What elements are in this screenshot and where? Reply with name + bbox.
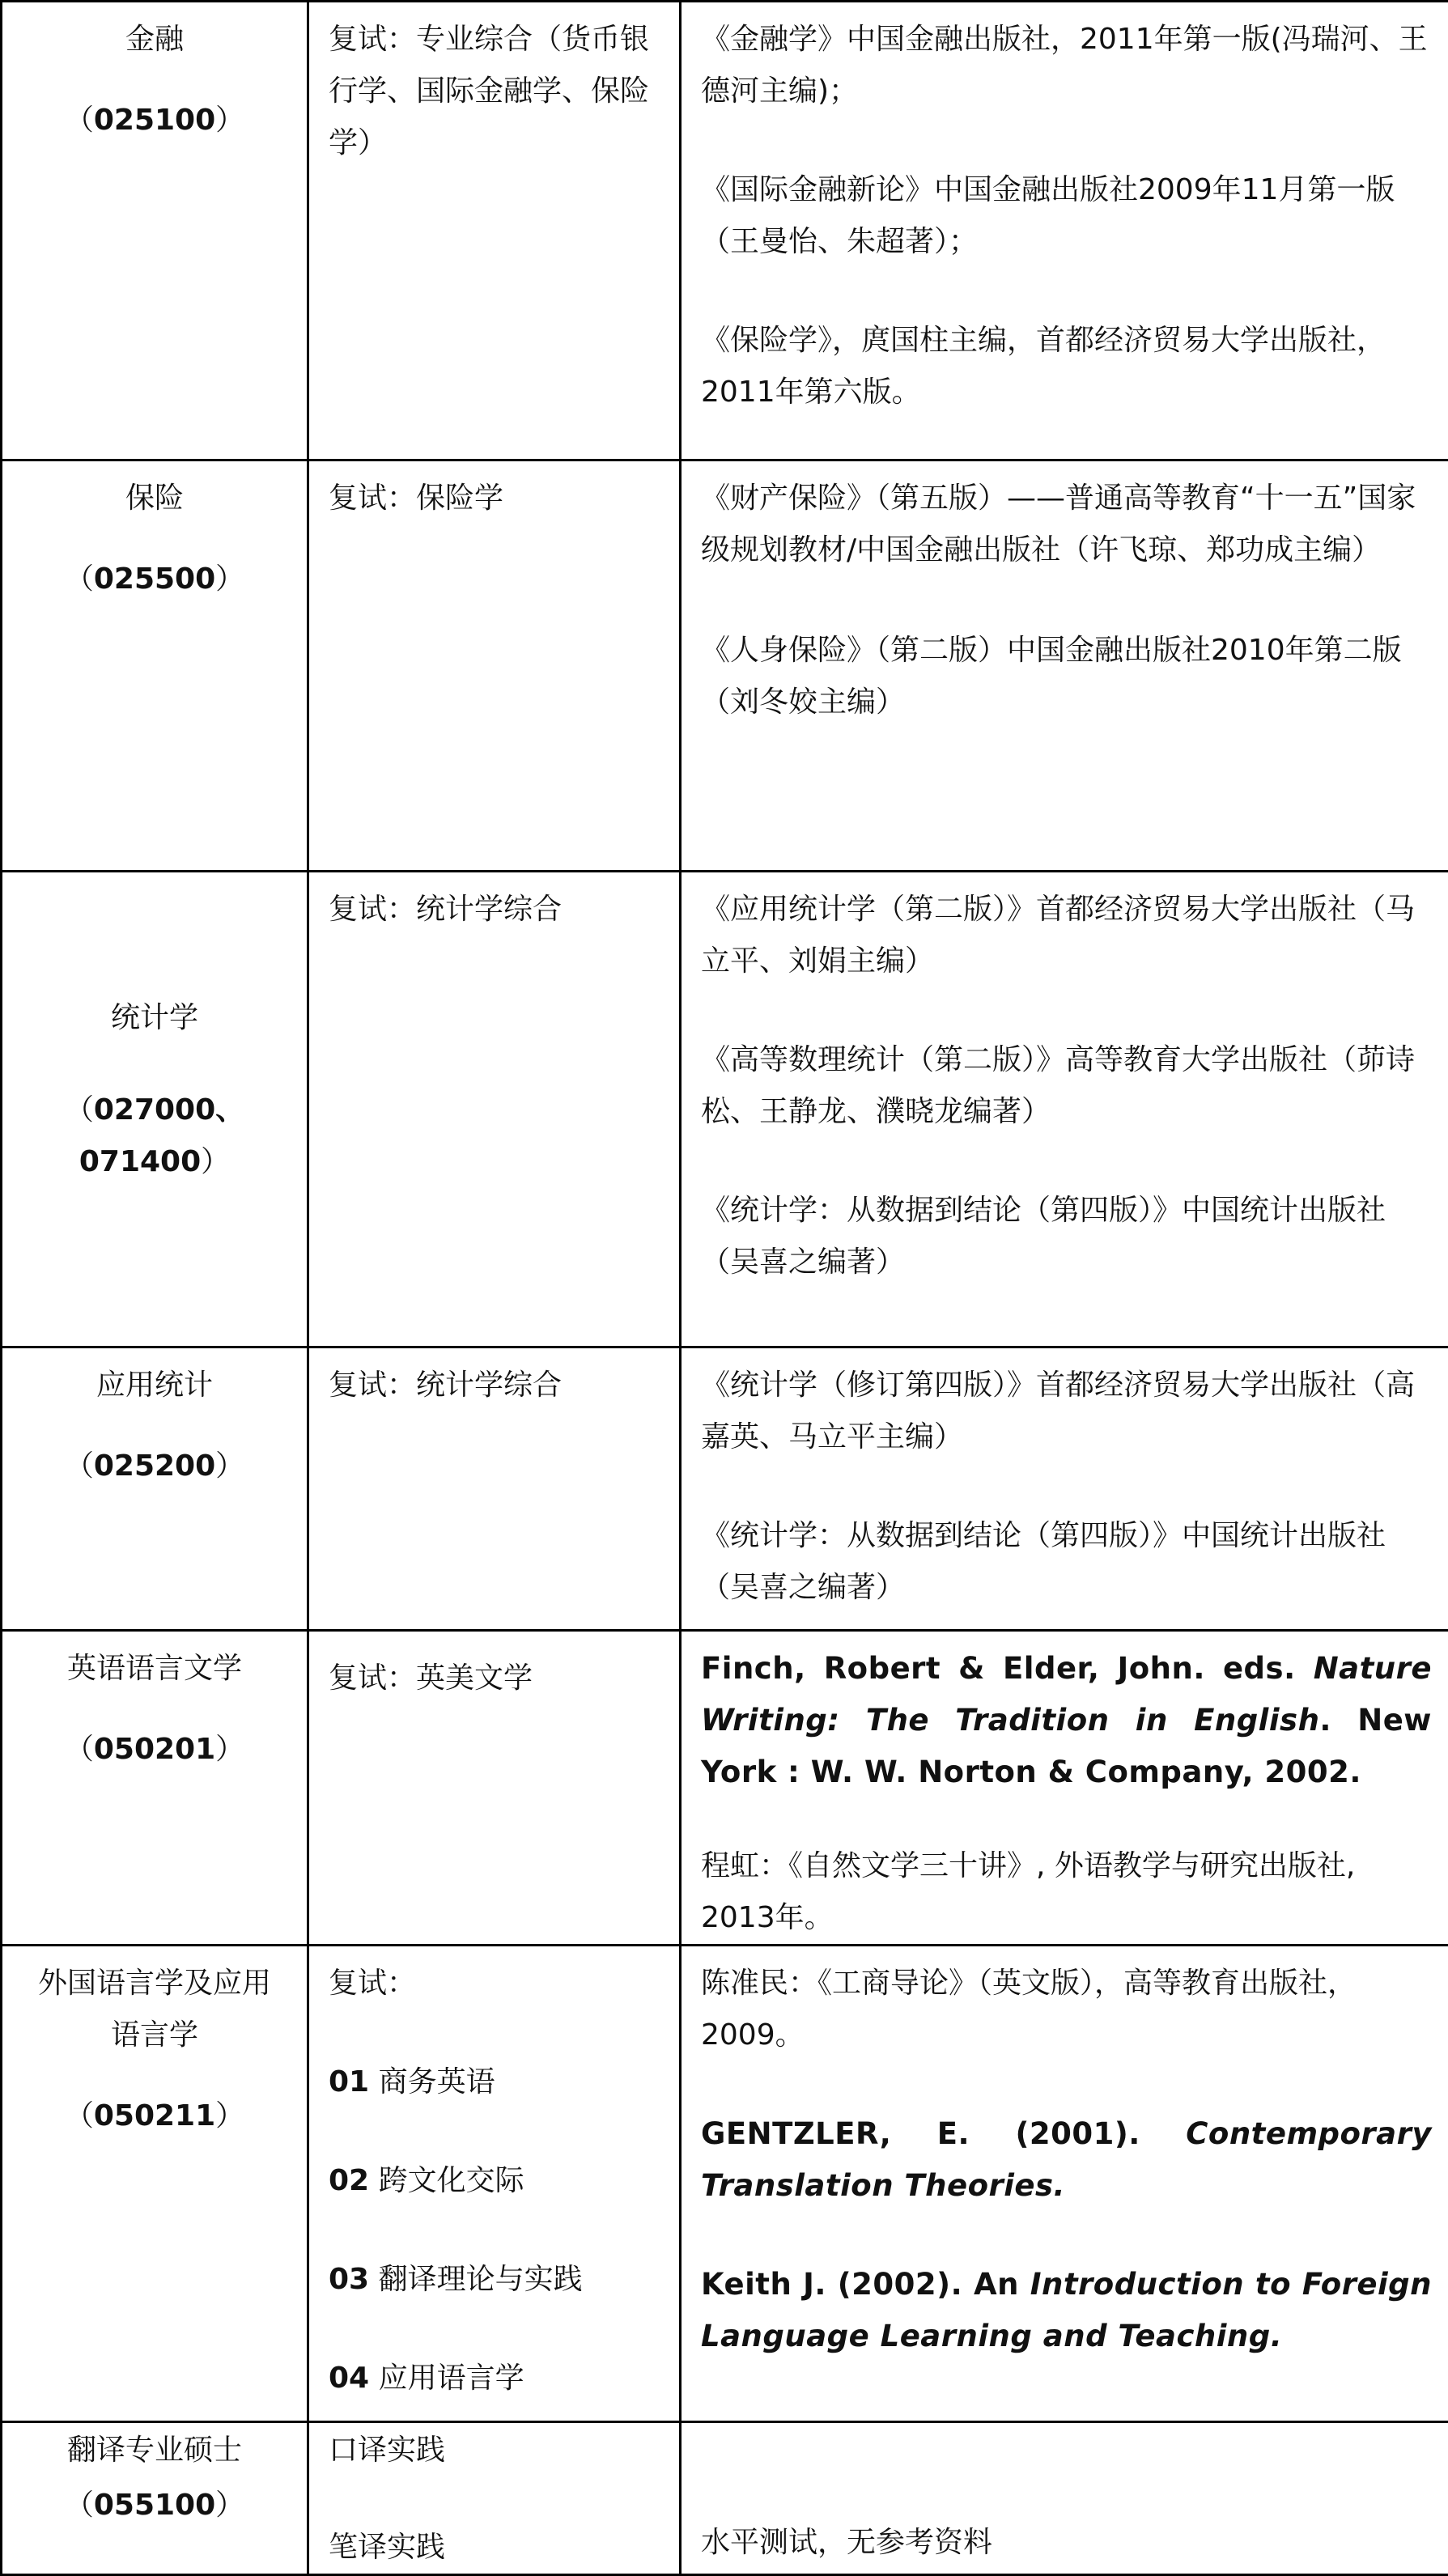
table-row (2, 460, 1448, 872)
reference-item: 《应用统计学（第二版）》首都经济贸易大学出版社（马立平、刘娟主编） (701, 884, 1432, 987)
table-row (2, 2422, 1448, 2575)
reference-item: 《统计学：从数据到结论（第四版）》中国统计出版社（吴喜之编著） (701, 1185, 1432, 1288)
major-cell (2, 1347, 308, 1631)
reference-cell (681, 2422, 1448, 2575)
table-row (2, 1347, 1448, 1631)
major-name: 英语语言文学 (2, 1632, 307, 1695)
major-cell (2, 460, 308, 872)
exam-subject-cell (308, 1347, 681, 1631)
exam-subject-item: 03 翻译理论与实践 (329, 2254, 661, 2306)
major-cell (2, 872, 308, 1347)
reference-item: 《统计学（修订第四版）》首都经济贸易大学出版社（高嘉英、马立平主编） (701, 1360, 1432, 1463)
major-cell (2, 1946, 308, 2422)
reference-cell (681, 460, 1448, 872)
reference-item: GENTZLER, E. (2001). Contemporary Translation Theories. (701, 2108, 1432, 2212)
reference-item: 《保险学》，庹国柱主编，首都经济贸易大学出版社，2011年第六版。 (701, 315, 1432, 418)
exam-subject-cell (308, 872, 681, 1347)
major-code: （025200） (2, 1441, 307, 1492)
exam-subject-cell (308, 2422, 681, 2575)
reference-item: Keith J. (2002). An Introduction to Foreign Language Learning and Teaching. (701, 2259, 1432, 2362)
major-code: （050211） (2, 2090, 307, 2142)
table-row (2, 1631, 1448, 1946)
major-name: 保险 (2, 461, 307, 524)
table-row (2, 2, 1448, 460)
exam-subject-item: 01 商务英语 (329, 2056, 661, 2108)
exam-subject: 复试：英美文学 (329, 1643, 661, 1704)
exam-subject: 复试： (329, 1958, 661, 2009)
reference-cell (681, 2, 1448, 460)
reference-item: 水平测试，无参考资料 (701, 2517, 1432, 2574)
exam-subject: 复试：统计学综合 (329, 884, 661, 936)
reference-item: 《高等数理统计（第二版）》高等教育大学出版社（茆诗松、王静龙、濮晓龙编著） (701, 1034, 1432, 1138)
major-code: 071400） (2, 1136, 307, 1188)
major-name: 应用统计 (2, 1348, 307, 1411)
reference-cell (681, 1631, 1448, 1946)
table-row (2, 872, 1448, 1347)
major-cell (2, 2, 308, 460)
exam-subject-item: 02 跨文化交际 (329, 2155, 661, 2207)
exam-subject: 复试：保险学 (329, 473, 661, 524)
major-name: 统计学 (2, 992, 307, 1044)
major-code: （025100） (2, 95, 307, 146)
exam-subject: 口译实践 (329, 2425, 661, 2476)
reference-item: 《人身保险》（第二版）中国金融出版社2010年第二版（刘冬姣主编） (701, 625, 1432, 728)
reference-cell (681, 1347, 1448, 1631)
reference-item: 《财产保险》（第五版）——普通高等教育“十一五”国家级规划教材/中国金融出版社（许飞琼、郑功成主编） (701, 473, 1432, 576)
major-name: 外国语言学及应用语言学 (2, 1946, 307, 2061)
exam-subject-cell (308, 1946, 681, 2422)
exam-subject: 复试：统计学综合 (329, 1360, 661, 1411)
reference-cell (681, 872, 1448, 1347)
table-row (2, 1946, 1448, 2422)
reference-cell (681, 1946, 1448, 2422)
major-code: （025500） (2, 554, 307, 605)
major-cell (2, 1631, 308, 1946)
major-name: 翻译专业硕士 (2, 2423, 307, 2476)
reference-item: 《金融学》中国金融出版社，2011年第一版(冯瑞河、王德河主编)； (701, 14, 1432, 117)
exam-subject-cell (308, 1631, 681, 1946)
major-name: 金融 (2, 2, 307, 66)
reference-item: 《统计学：从数据到结论（第四版）》中国统计出版社（吴喜之编著） (701, 1510, 1432, 1614)
exam-subject-item: 04 应用语言学 (329, 2353, 661, 2404)
reference-item: Finch, Robert & Elder, John. eds. Nature Writing: The Tradition in English. New York : W. W. Norton & Company, 2002. (701, 1643, 1432, 1798)
major-cell (2, 2422, 308, 2575)
major-code: （055100） (2, 2480, 307, 2531)
exam-subject: 笔译实践 (329, 2522, 661, 2574)
major-code: （050201） (2, 1724, 307, 1776)
exam-subject-cell (308, 2, 681, 460)
reference-item: 《国际金融新论》中国金融出版社2009年11月第一版（王曼怡、朱超著）； (701, 164, 1432, 268)
exam-subject: 复试：专业综合（货币银行学、国际金融学、保险学） (329, 14, 661, 169)
exam-subject-cell (308, 460, 681, 872)
reference-item: 程虹：《自然文学三十讲》, 外语教学与研究出版社, 2013年。 (701, 1840, 1432, 1944)
major-code: （027000、 (2, 1084, 307, 1136)
reference-item: 陈准民：《工商导论》（英文版），高等教育出版社，2009。 (701, 1958, 1432, 2061)
